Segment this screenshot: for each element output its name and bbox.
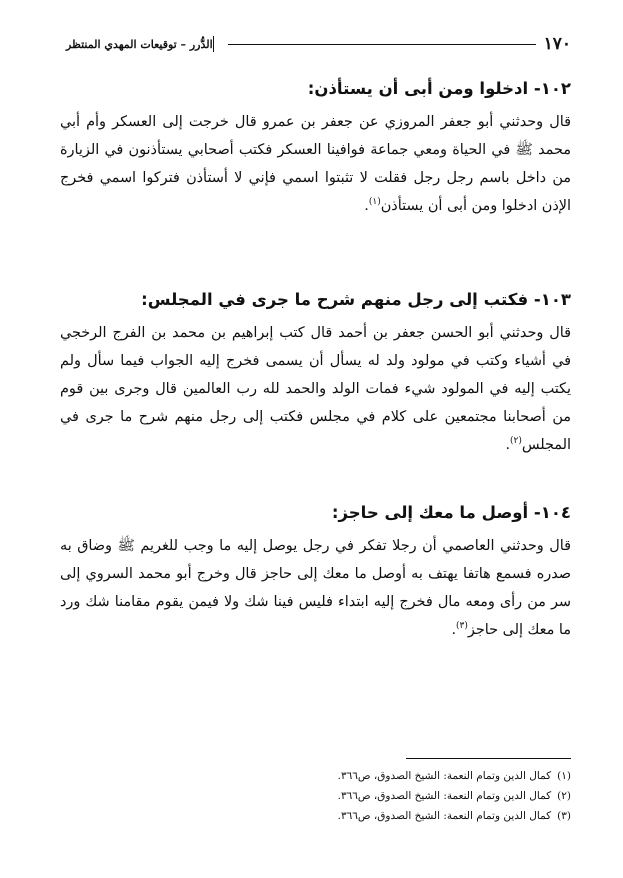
section-102 bbox=[60, 76, 571, 220]
footnote-text: كمال الدين وتمام النعمة: الشيخ الصدوق، ص٣٦٦. bbox=[337, 790, 552, 802]
section-paragraph bbox=[60, 108, 571, 220]
paragraph-text: قال وحدثني أبو الحسن جعفر بن أحمد قال كتب إبراهيم بن محمد بن الفرج الرخجي في أشياء وكتب في مولود ولد له يسأل أن يسمى فخرج إليه الجواب فيما سأل ولم يكتب إليه في المولود شيء فمات الولد والحمد لله رب العالمين قال وجرى بين قوم من أصحابنا مجتمعين على كلام في مجلس فكتب إلى رجل منهم شرح ما جرى في المجلس bbox=[60, 325, 571, 453]
paragraph-text: قال وحدثني أبو جعفر المروزي عن جعفر بن عمرو قال خرجت إلى العسكر وأم أبي محمد ﷺ في الحياة ومعي جماعة فوافينا العسكر فكتب أصحابي يستأذنون في الزيارة من داخل باسم رجل رجل فقلت لا تثبتوا اسمي فإني لا أستأذن فتركوا اسمي فخرج الإذن ادخلوا ومن أبى أن يستأذن bbox=[60, 114, 571, 214]
paragraph-text: قال وحدثني العاصمي أن رجلا تفكر في رجل يوصل إليه ما وجب للغريم ﷺ وضاق به صدره فسمع هاتفا يهتف به أوصل ما معك إلى حاجز قال وخرج أبو محمد السروي إلى سر من رأى ومعه مال فخرج إليه ابتداء فليس فينا شك ولا فيمن يقوم مقامنا شك ورد ما معك إلى حاجز bbox=[60, 538, 571, 638]
footnote-number: (٢) bbox=[557, 790, 571, 802]
running-header bbox=[66, 32, 571, 56]
page-number: ١٧٠ bbox=[543, 34, 571, 54]
section-104 bbox=[60, 500, 571, 644]
footnote-ref: (٣) bbox=[456, 621, 468, 632]
footnote-text: كمال الدين وتمام النعمة: الشيخ الصدوق، ص٣٦٦. bbox=[337, 770, 552, 782]
paragraph-end: . bbox=[364, 198, 369, 214]
paragraph-end: . bbox=[505, 437, 511, 453]
footnote-ref: (١) bbox=[368, 197, 381, 208]
header-rule bbox=[228, 44, 535, 45]
footnote bbox=[60, 806, 571, 826]
footnote-number: (٣) bbox=[557, 810, 571, 822]
footnotes bbox=[60, 766, 571, 826]
section-heading: ١٠٢- ادخلوا ومن أبى أن يستأذن: bbox=[307, 79, 571, 98]
footnote-ref: (٢) bbox=[510, 436, 522, 447]
section-paragraph bbox=[60, 319, 571, 459]
footnote-number: (١) bbox=[557, 770, 571, 782]
footnote-rule bbox=[406, 758, 571, 759]
paragraph-end: . bbox=[451, 622, 457, 638]
footnote bbox=[60, 786, 571, 806]
section-103 bbox=[60, 287, 571, 459]
section-heading: ١٠٣- فكتب إلى رجل منهم شرح ما جرى في المجلس: bbox=[141, 290, 571, 309]
running-title: الدُّرر – توقيعات المهدي المنتظر bbox=[66, 37, 213, 51]
section-paragraph bbox=[60, 532, 571, 644]
section-heading: ١٠٤- أوصل ما معك إلى حاجز: bbox=[331, 503, 571, 522]
footnote bbox=[60, 766, 571, 786]
footnote-text: كمال الدين وتمام النعمة: الشيخ الصدوق، ص٣٦٦. bbox=[337, 810, 552, 822]
